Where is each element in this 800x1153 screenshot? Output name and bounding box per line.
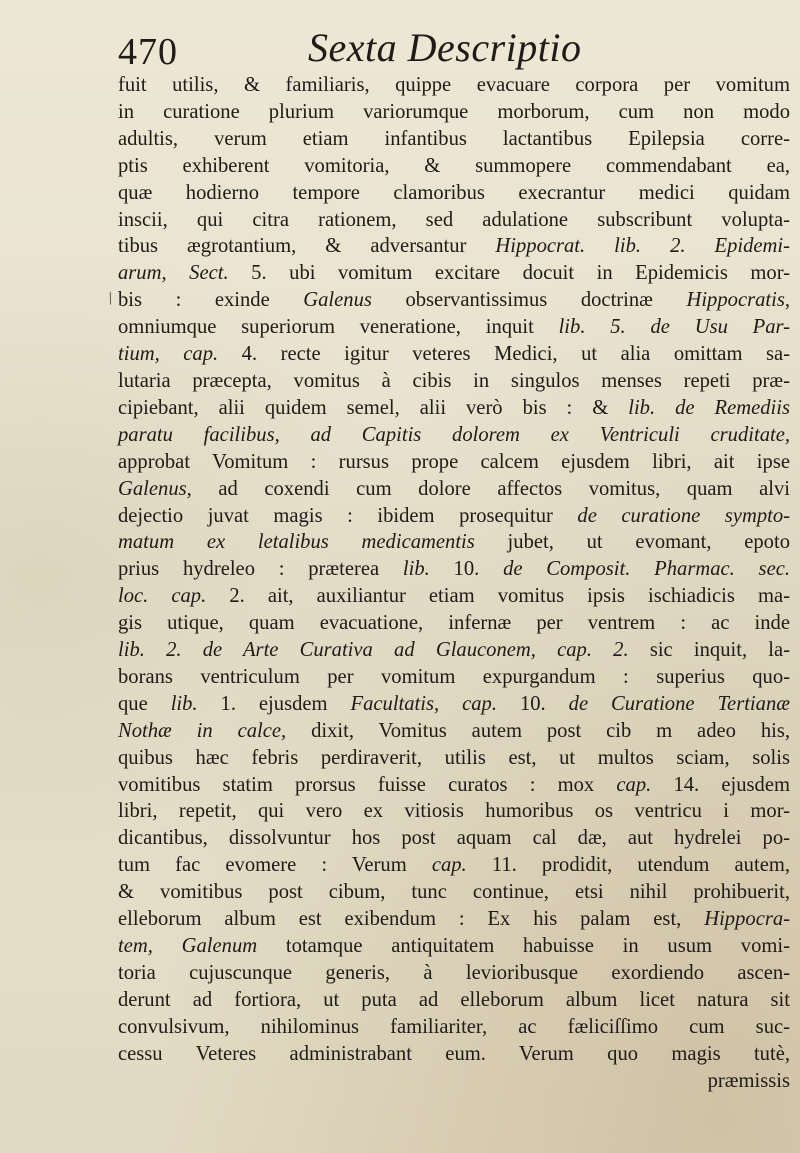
text-line bbox=[118, 691, 790, 718]
text-line bbox=[118, 180, 790, 207]
text-line bbox=[118, 233, 790, 260]
text-span: dejectio juvat magis : ibidem prosequitur bbox=[118, 504, 578, 527]
text-line bbox=[118, 1014, 790, 1041]
text-span: 1. ejusdem bbox=[197, 692, 351, 715]
text-line bbox=[118, 1041, 790, 1068]
text-line bbox=[118, 906, 790, 933]
text-span: gis utique, quam evacuatione, infernæ per ventrem : ac inde bbox=[118, 612, 790, 635]
text-span: dixit, Vomitus autem post cib m adeo his, bbox=[286, 719, 791, 742]
italic-text: de Curatione Tertianæ bbox=[568, 692, 790, 715]
text-line bbox=[118, 718, 790, 745]
page-header bbox=[118, 24, 790, 73]
text-span: que bbox=[118, 692, 171, 715]
text-span: tum fac evomere : Verum bbox=[118, 854, 432, 877]
text-span: sic inquit, la- bbox=[628, 639, 790, 662]
text-line bbox=[118, 987, 790, 1014]
italic-text: Hippocra- bbox=[704, 908, 790, 931]
italic-text: de curatione sympto- bbox=[577, 504, 790, 527]
text-span: convulsivum, nihilominus familiariter, ac fæliciſſimo cum suc- bbox=[118, 1015, 790, 1038]
text-line bbox=[118, 260, 790, 287]
text-line bbox=[118, 960, 790, 987]
italic-text: Nothæ in calce, bbox=[118, 719, 287, 742]
italic-text: lib. 5. de Usu Par- bbox=[558, 316, 791, 339]
italic-text: Galenus, bbox=[118, 477, 192, 500]
italic-text: Hippocratis, bbox=[686, 289, 790, 312]
text-line bbox=[118, 287, 790, 314]
text-line bbox=[118, 879, 790, 906]
text-line bbox=[118, 314, 790, 341]
text-span: 11. prodidit, utendum autem, bbox=[466, 854, 790, 877]
text-span: totamque antiquitatem habuisse in usum vomi- bbox=[257, 935, 790, 957]
text-span: 4. recte igitur veteres Medici, ut alia omittam sa- bbox=[218, 343, 790, 366]
italic-text: Galenus bbox=[303, 289, 372, 312]
italic-text: Facultatis, cap. bbox=[350, 692, 497, 715]
text-span: prius hydreleo : præterea bbox=[118, 558, 403, 581]
text-span: cessu Veteres administrabant eum. Verum quo magis tutè, bbox=[118, 1042, 790, 1065]
text-span: 14. ejusdem bbox=[651, 773, 790, 796]
text-span: 10. bbox=[429, 558, 504, 581]
text-line bbox=[118, 341, 790, 368]
text-line bbox=[118, 664, 790, 691]
margin-mark: / bbox=[104, 287, 117, 309]
italic-text: cap. bbox=[431, 854, 467, 877]
italic-text: tem, Galenum bbox=[118, 935, 258, 957]
text-line bbox=[118, 126, 790, 153]
text-line bbox=[118, 476, 790, 503]
italic-text: loc. cap. bbox=[118, 585, 207, 608]
italic-text: lib. bbox=[402, 558, 430, 581]
text-line bbox=[118, 449, 790, 476]
text-span: observantissimus doctrinæ bbox=[371, 289, 687, 312]
text-span: adultis, verum etiam infantibus lactantibus Epilepsia corre- bbox=[118, 127, 790, 150]
text-span: tibus ægrotantium, & adversantur bbox=[118, 235, 496, 258]
text-line bbox=[118, 583, 790, 610]
text-span: in curatione plurium variorumque morborum, cum non modo bbox=[118, 100, 790, 123]
text-span: ad coxendi cum dolore affectos vomitus, quam alvi bbox=[191, 477, 790, 500]
text-line bbox=[118, 933, 790, 960]
text-line bbox=[118, 207, 790, 234]
text-line bbox=[118, 529, 790, 556]
text-span: borans ventriculum per vomitum expurgandum : superius quo- bbox=[118, 665, 790, 688]
text-line bbox=[118, 72, 790, 99]
text-line bbox=[118, 395, 790, 422]
text-line bbox=[118, 422, 790, 449]
text-line bbox=[118, 153, 790, 180]
italic-text: cap. bbox=[616, 773, 652, 796]
text-span: præmissis bbox=[707, 1069, 790, 1092]
text-line bbox=[118, 745, 790, 772]
text-span: ptis exhiberent vomitoria, & summopere commendabant ea, bbox=[118, 154, 790, 177]
text-line bbox=[118, 1068, 790, 1095]
italic-text: lib. de Remediis bbox=[628, 396, 790, 419]
italic-text: arum, Sect. bbox=[118, 262, 229, 285]
text-span: approbat Vomitum : rursus prope calcem ejusdem libri, ait ipse bbox=[118, 450, 790, 473]
italic-text: lib. bbox=[170, 692, 198, 715]
text-span: 10. bbox=[497, 692, 569, 715]
text-span: vomitibus statim prorsus fuisse curatos : mox bbox=[118, 773, 617, 796]
italic-text: lib. 2. de Arte Curativa ad Glauconem, cap. 2. bbox=[118, 639, 629, 662]
text-line bbox=[118, 798, 790, 825]
text-span: jubet, ut evomant, epoto bbox=[474, 531, 790, 554]
text-span: derunt ad fortiora, ut puta ad elleborum album licet natura sit bbox=[118, 988, 790, 1011]
text-span: lutaria præcepta, vomitus à cibis in singulos menses repeti præ- bbox=[118, 369, 790, 392]
text-span: inscii, qui citra rationem, sed adulatione subscribunt volupta- bbox=[118, 208, 790, 231]
text-line bbox=[118, 556, 790, 583]
italic-text: paratu facilibus, ad Capitis dolorem ex Ventriculi cruditate, bbox=[118, 423, 790, 446]
text-span: & vomitibus post cibum, tunc continue, etsi nihil prohibuerit, bbox=[118, 881, 790, 904]
text-span: quæ hodierno tempore clamoribus execrantur medici quidam bbox=[118, 181, 790, 204]
running-head: Sexta Descriptio bbox=[308, 25, 582, 70]
text-line bbox=[118, 99, 790, 126]
book-page bbox=[118, 24, 790, 1094]
text-span: 5. ubi vomitum excitare docuit in Epidemicis mor- bbox=[228, 262, 790, 285]
italic-text: tium, cap. bbox=[118, 343, 219, 366]
text-span: toria cujuscunque generis, à levioribusque exordiendo ascen- bbox=[118, 961, 790, 984]
text-line bbox=[118, 610, 790, 637]
text-span: omniumque superiorum veneratione, inquit bbox=[118, 316, 559, 339]
text-line bbox=[118, 852, 790, 879]
text-span: cipiebant, alii quidem semel, alii verò bis : & bbox=[118, 396, 629, 419]
text-span: libri, repetit, qui vero ex vitiosis humoribus os ventricu i mor- bbox=[118, 800, 790, 823]
text-span: elleborum album est exibendum : Ex his palam est, bbox=[118, 908, 705, 931]
body-text bbox=[118, 72, 790, 1094]
text-line bbox=[118, 503, 790, 530]
text-span: quibus hæc febris perdiraverit, utilis est, ut multos sciam, solis bbox=[118, 746, 790, 769]
text-span: dicantibus, dissolvuntur hos post aquam cal dæ, aut hydrelei po- bbox=[118, 827, 790, 850]
text-span: fuit utilis, & familiaris, quippe evacuare corpora per vomitum bbox=[118, 74, 790, 96]
italic-text: de Composit. Pharmac. sec. bbox=[503, 558, 790, 581]
italic-text: Hippocrat. lib. 2. Epidemi- bbox=[495, 235, 790, 258]
text-line bbox=[118, 368, 790, 395]
text-span: 2. ait, auxiliantur etiam vomitus ipsis ischiadicis ma- bbox=[206, 585, 791, 608]
page-number: 470 bbox=[118, 31, 178, 73]
text-line bbox=[118, 772, 790, 799]
text-line bbox=[118, 825, 790, 852]
text-line bbox=[118, 637, 790, 664]
text-span: bis : exinde bbox=[118, 289, 304, 312]
italic-text: matum ex letalibus medicamentis bbox=[118, 531, 475, 554]
